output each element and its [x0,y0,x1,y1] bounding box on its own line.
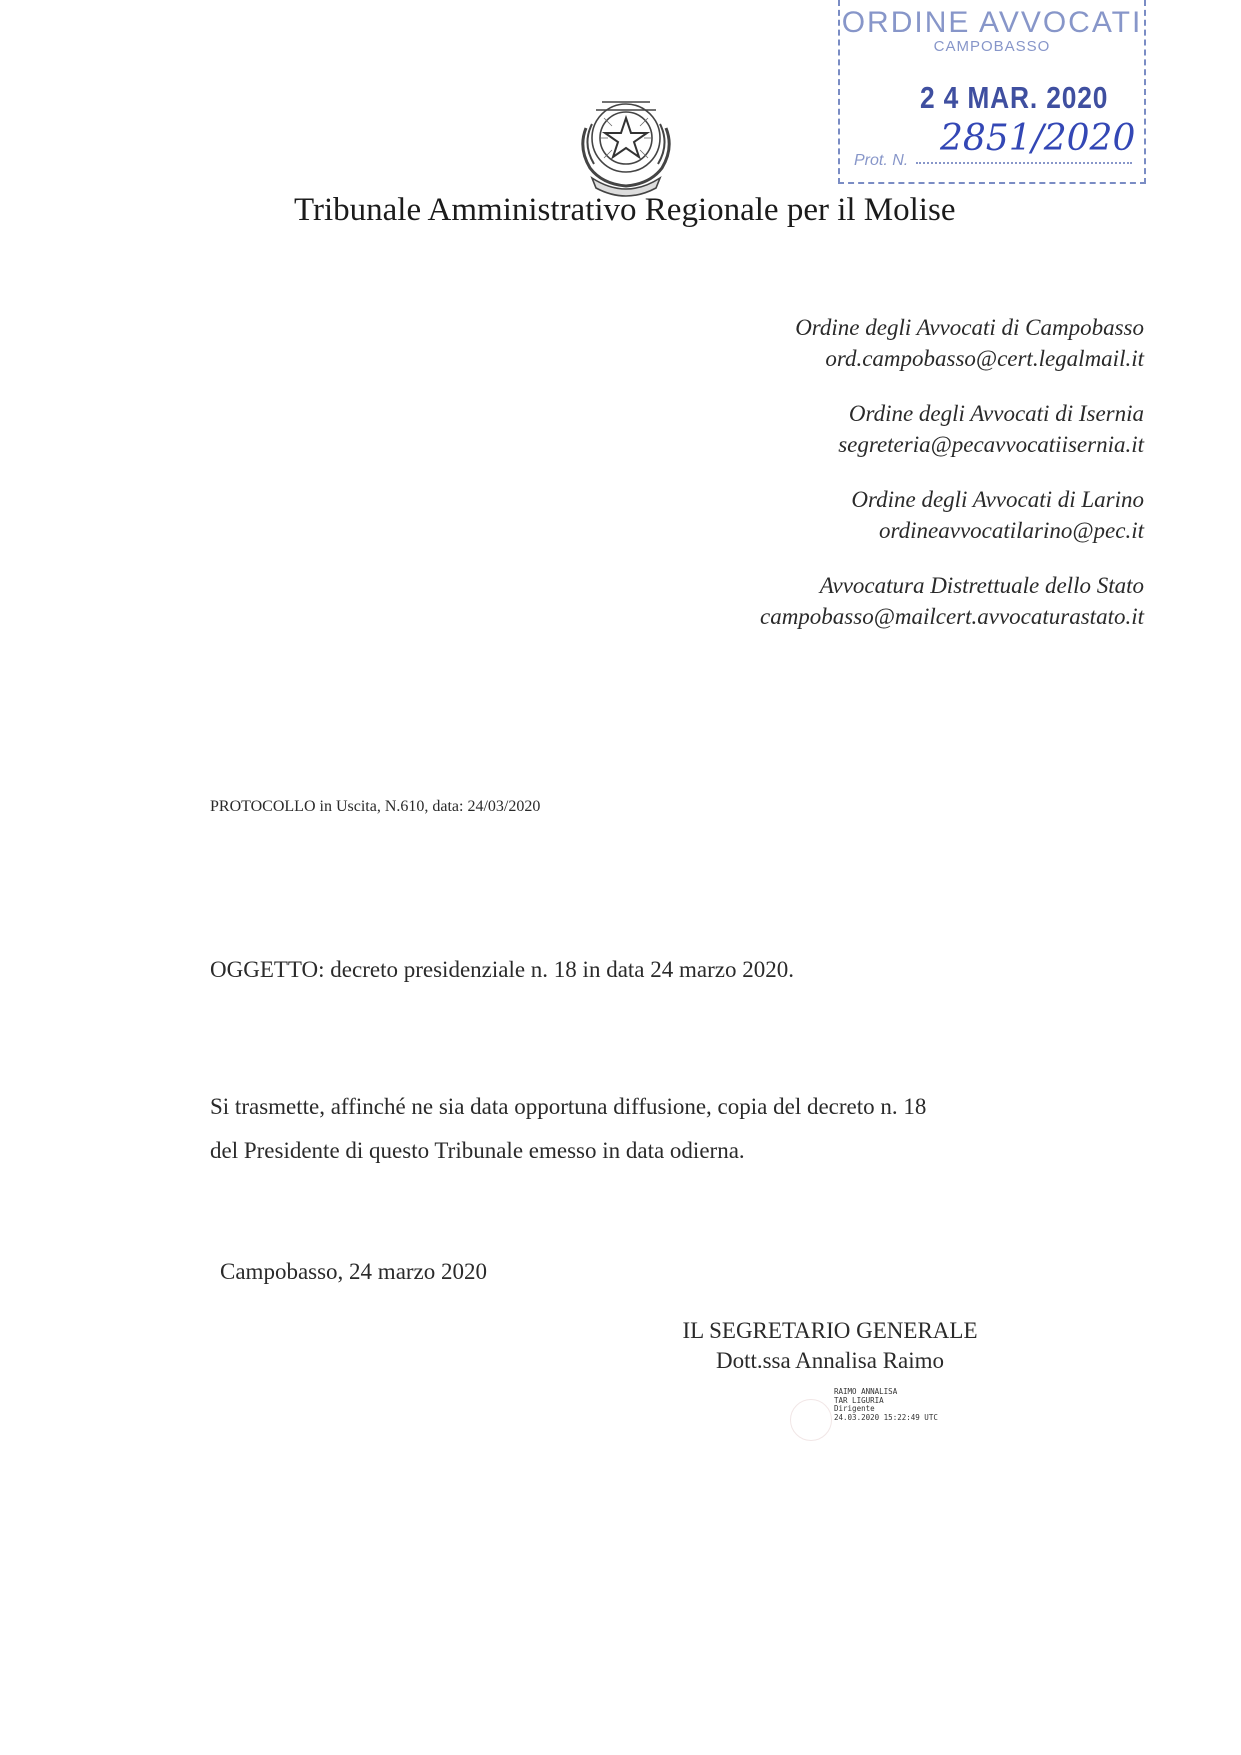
stamp-handwritten-number: 2851/2020 [940,118,1136,159]
stamp-title: ORDINE AVVOCATI [841,6,1143,39]
recipient-name: Ordine degli Avvocati di Larino [851,487,1144,512]
recipient-email: ord.campobasso@cert.legalmail.it [825,346,1144,371]
body-line: Si trasmette, affinché ne sia data opportuna diffusione, copia del decreto n. 18 [210,1094,927,1119]
stamp-date: 2 4 MAR. 2020 [920,80,1109,115]
recipient-name: Ordine degli Avvocati di Isernia [848,401,1144,426]
signature-name: Dott.ssa Annalisa Raimo [715,1348,945,1373]
place-date: Campobasso, 24 marzo 2020 [220,1259,488,1284]
stamp-city: CAMPOBASSO [933,38,1051,55]
digital-signature [834,1388,938,1422]
stamp-prot-label: Prot. N. [854,152,909,169]
recipient-email: segreteria@pecavvocatiisernia.it [838,432,1144,457]
digital-signature-line: 24.03.2020 15:22:49 UTC [834,1412,938,1422]
recipient-name: Ordine degli Avvocati di Campobasso [795,315,1144,340]
digital-signature-line: RAIMO ANNALISA [834,1387,898,1396]
stamp-dotted-line [916,162,1132,164]
recipient-block [760,570,1144,632]
court-title: Tribunale Amministrativo Regionale per il Molise [294,192,956,228]
body-paragraph [210,1085,926,1173]
body-line: del Presidente di questo Tribunale emesso in data odierna. [210,1138,745,1163]
recipient-email: campobasso@mailcert.avvocaturastato.it [759,604,1144,629]
italian-republic-emblem-icon [572,88,680,198]
recipient-block [851,484,1144,546]
recipient-block [795,312,1144,374]
protocol-stamp [838,0,1146,184]
digital-signature-logo-icon [790,1399,832,1441]
digital-signature-line: TAR LIGURIA [834,1395,884,1405]
digital-signature-line: Dirigente [834,1404,875,1413]
signature-role: IL SEGRETARIO GENERALE [682,1318,978,1343]
subject-line: OGGETTO: decreto presidenziale n. 18 in data 24 marzo 2020. [210,957,794,982]
recipient-block [838,398,1144,460]
recipient-name: Avvocatura Distrettuale dello Stato [819,573,1144,598]
protocol-line: PROTOCOLLO in Uscita, N.610, data: 24/03/2020 [210,798,541,815]
signature-block [640,1316,1020,1376]
recipient-email: ordineavvocatilarino@pec.it [879,518,1144,543]
